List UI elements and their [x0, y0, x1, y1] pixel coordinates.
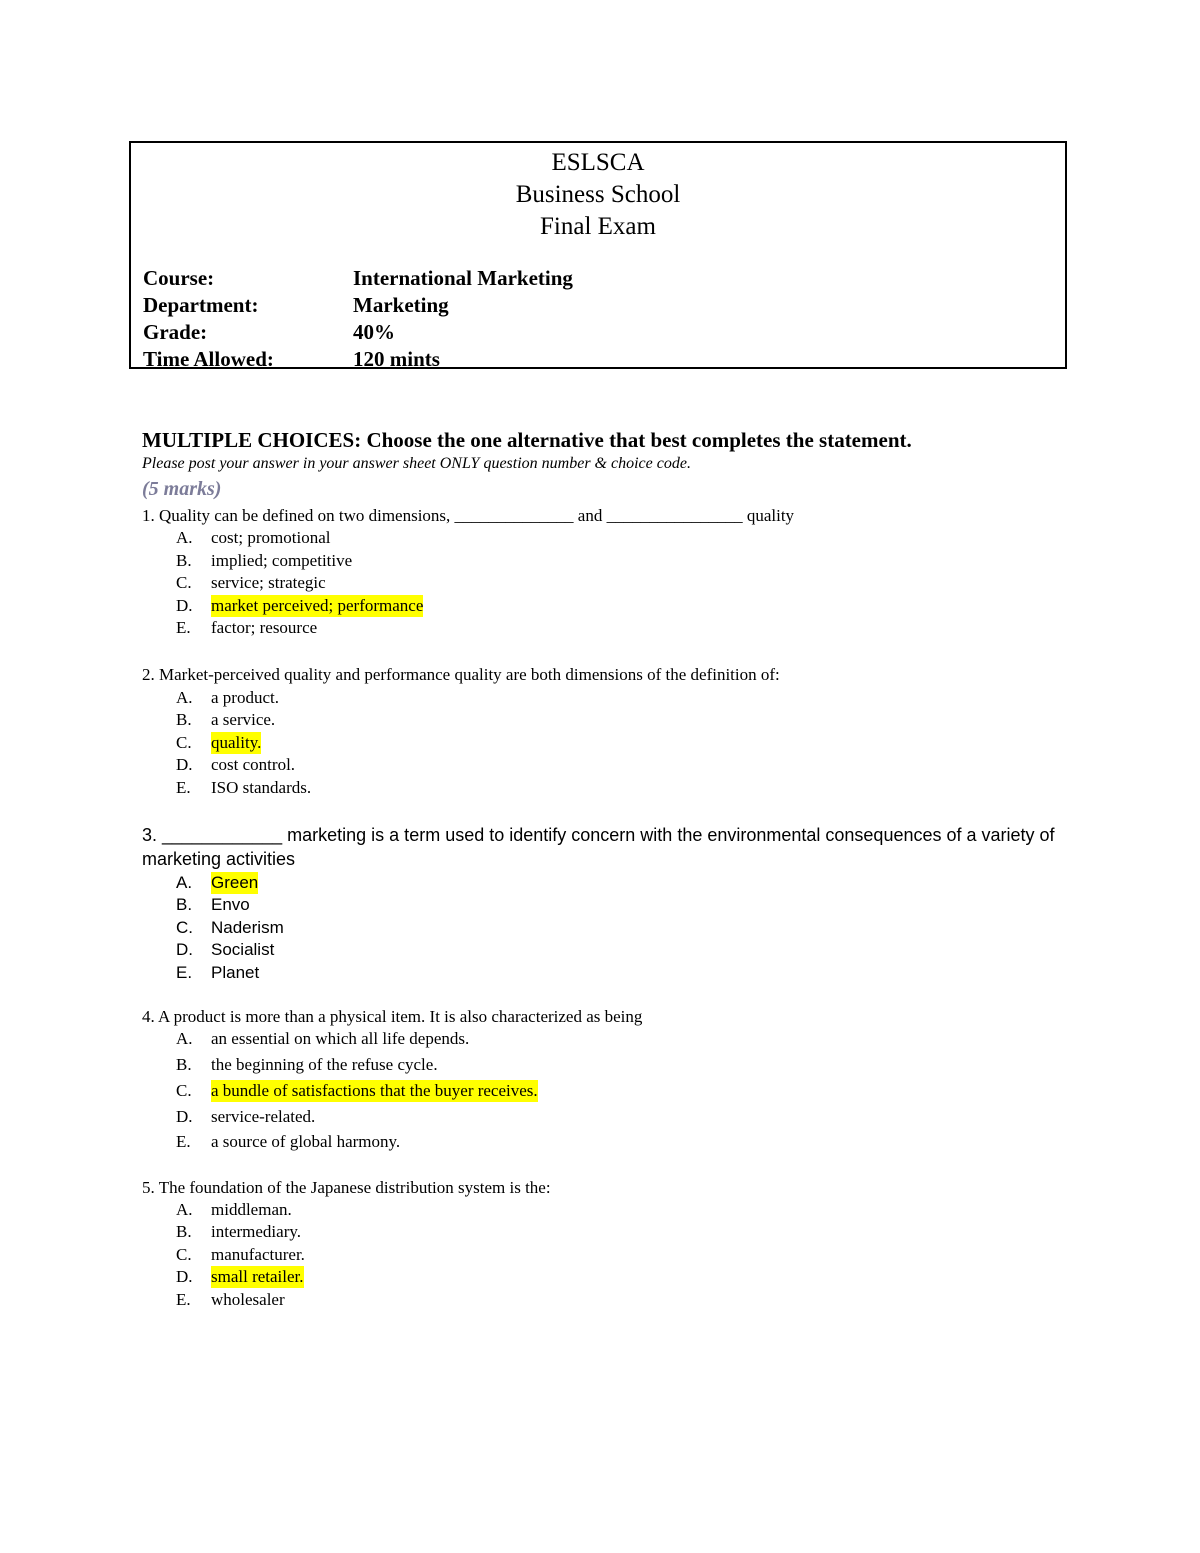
option-text: the beginning of the refuse cycle. — [211, 1055, 438, 1074]
question-4-stem: 4. A product is more than a physical item. It is also characterized as being — [142, 1007, 643, 1026]
school-name: ESLSCA — [551, 149, 645, 176]
option-text: service; strategic — [211, 573, 326, 592]
option-letter: D. — [176, 940, 193, 959]
option-letter: E. — [176, 1132, 191, 1151]
option-text: an essential on which all life depends. — [211, 1029, 470, 1048]
department-value: Marketing — [353, 293, 449, 317]
option-text-highlighted-answer: small retailer. — [211, 1267, 304, 1286]
option-text: cost control. — [211, 755, 296, 774]
option-letter: E. — [176, 963, 193, 982]
grade-value: 40% — [353, 320, 395, 344]
exam-title: Final Exam — [540, 213, 656, 240]
option-text-highlighted-answer: a bundle of satisfactions that the buyer receives. — [211, 1081, 538, 1100]
option-letter: C. — [176, 1245, 192, 1264]
option-letter: E. — [176, 778, 191, 797]
option-letter: C. — [176, 918, 193, 937]
time-allowed-value: 120 mints — [353, 347, 440, 371]
option-letter: B. — [176, 1055, 192, 1074]
option-text: Planet — [211, 963, 260, 982]
option-letter: D. — [176, 1267, 193, 1286]
grade-label: Grade: — [143, 320, 208, 344]
option-letter: B. — [176, 1222, 192, 1241]
option-letter: C. — [176, 1081, 192, 1100]
option-text-highlighted-answer: market perceived; performance — [211, 596, 424, 615]
option-text: Socialist — [211, 940, 275, 959]
option-text: Envo — [211, 895, 250, 914]
option-text: a product. — [211, 688, 279, 707]
option-text-highlighted-answer: quality. — [211, 733, 262, 752]
option-text: intermediary. — [211, 1222, 301, 1241]
option-letter: D. — [176, 596, 193, 615]
option-text: ISO standards. — [211, 778, 312, 797]
option-text: service-related. — [211, 1107, 316, 1126]
course-label: Course: — [143, 266, 215, 290]
marks-note: (5 marks) — [142, 478, 222, 500]
question-3-stem: 3. ____________ marketing is a term used to identify concern with the environmental consequences of a variety of marketing activities — [142, 825, 1055, 869]
option-letter: B. — [176, 895, 193, 914]
question-1-stem: 1. Quality can be defined on two dimensions, ______________ and ________________ quality — [142, 506, 795, 525]
course-value: International Marketing — [353, 266, 573, 290]
option-letter: C. — [176, 573, 192, 592]
option-text: middleman. — [211, 1200, 292, 1219]
option-letter: B. — [176, 551, 192, 570]
option-letter: A. — [176, 873, 193, 892]
option-text-highlighted-answer: Green — [211, 873, 259, 892]
option-text: factor; resource — [211, 618, 318, 637]
option-letter: A. — [176, 1029, 193, 1048]
option-letter: A. — [176, 528, 193, 547]
option-text: manufacturer. — [211, 1245, 305, 1264]
question-5-stem: 5. The foundation of the Japanese distribution system is the: — [142, 1178, 551, 1197]
option-letter: A. — [176, 688, 193, 707]
option-letter: B. — [176, 710, 192, 729]
option-text: implied; competitive — [211, 551, 353, 570]
option-text: cost; promotional — [211, 528, 331, 547]
school-subtitle: Business School — [515, 181, 681, 208]
option-text: a source of global harmony. — [211, 1132, 401, 1151]
option-letter: C. — [176, 733, 192, 752]
option-letter: A. — [176, 1200, 193, 1219]
option-text: Naderism — [211, 918, 284, 937]
option-letter: E. — [176, 618, 191, 637]
option-text: a service. — [211, 710, 276, 729]
option-letter: D. — [176, 1107, 193, 1126]
option-letter: E. — [176, 1290, 191, 1309]
option-text: wholesaler — [211, 1290, 285, 1309]
exam-header-box — [129, 141, 1067, 369]
time-allowed-label: Time Allowed: — [143, 347, 274, 371]
question-2-stem: 2. Market-perceived quality and performance quality are both dimensions of the definition of: — [142, 665, 780, 684]
department-label: Department: — [143, 293, 259, 317]
option-letter: D. — [176, 755, 193, 774]
answer-instruction: Please post your answer in your answer sheet ONLY question number & choice code. — [142, 455, 691, 472]
section-heading: MULTIPLE CHOICES: Choose the one alternative that best completes the statement. — [142, 428, 912, 452]
